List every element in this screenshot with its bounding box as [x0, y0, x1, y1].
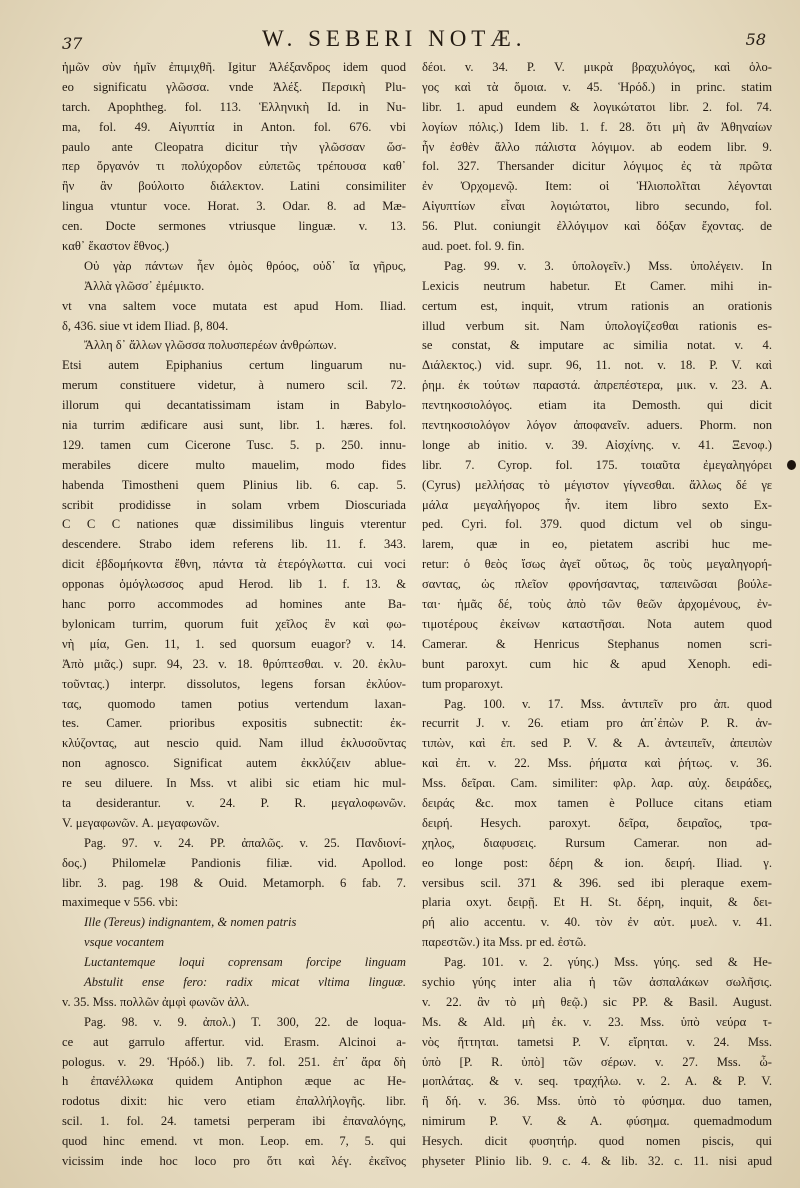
- text-line: Pag. 100. v. 17. Mss. ἀντιπεῖν pro ἀπ. quod: [444, 696, 772, 711]
- text-line: illud verbum sit. Nam ὑπολογίζεσθαι rationis es-: [422, 318, 772, 333]
- text-line: πεντηκοσιολόγον λόγον ἀποφανεῖν. aduers. Phorm. non: [422, 418, 772, 433]
- text-line: Αἰγυπτίων εἶναι λογιώτατοι, libro secundo, fol.: [422, 199, 772, 214]
- text-line: tarch. Apophtheg. fol. 113. Ἑλληνικὴ Id. in Nu-: [62, 99, 406, 114]
- text-line: aud. poet. fol. 9. fin.: [422, 239, 525, 254]
- ink-blot: [787, 460, 796, 470]
- text-line: libr. 3. pag. 198 & Ouid. Metamorph. 6 fab. 7.: [62, 875, 406, 890]
- text-line: χηλος, διαφυσεις. Rursum Camerar. non ad-: [422, 835, 772, 850]
- text-line: eo longe post: δέρη & ion. δειρή. Iliad. γ.: [422, 855, 772, 870]
- text-line: vt vna saltem voce mutata est apud Hom. Iliad.: [62, 298, 406, 313]
- text-line: bylonicam turrim, quorum fuit χεῖλος ἓν καὶ φω-: [62, 616, 406, 631]
- text-line: τιμοτέρους ἐκείνων καταστῆσαι. Nota autem quod: [422, 616, 772, 631]
- text-line: nimirum P. V. & A. φύσημα. quemadmodum: [422, 1114, 772, 1129]
- text-line: retur: ὁ θεὸς ἴσως ἀγεῖ οὕτως, ὃς τοὺς μεγαληγορή-: [422, 557, 772, 572]
- page-number-left: 37: [62, 34, 83, 53]
- text-line: Διάλεκτος.) vid. supr. 96, 11. not. v. 18. P. V. καὶ: [422, 358, 772, 373]
- text-line: physeter Plinio lib. 9. c. 4. & lib. 32. c. 11. nisi apud: [422, 1153, 772, 1168]
- text-line: Ἄλλη δ᾽ ἄλλων γλῶσσα πολυσπερέων ἀνθρώπων.: [84, 338, 337, 353]
- text-line: Pag. 99. v. 3. ὑπολογεῖν.) Mss. ὑπολέγειν. In: [444, 258, 772, 273]
- text-line: tes. Camer. prioribus expositis subnectit: ἐκ-: [62, 716, 406, 731]
- page-number-right: 58: [745, 30, 766, 49]
- text-line: Camerar. & Henricus Stephanus nomen scri-: [422, 636, 772, 651]
- text-line: δος.) Philomelæ Pandionis filiæ. vid. Apollod.: [62, 855, 406, 870]
- text-line: C C C nationes quæ dissimilibus linguis vterentur: [62, 517, 406, 532]
- text-line: παρεστῶν.) ita Mss. pr ed. ἐστῶ.: [422, 935, 587, 950]
- text-line: Ille (Tereus) indignantem, & nomen patris: [84, 915, 297, 930]
- text-line: μοπλάτας. & v. seq. τραχήλω. v. 2. A. & P. V.: [422, 1074, 772, 1089]
- text-line: quod hinc emend. vt mon. Leop. em. 7, 5. qui: [62, 1134, 406, 1149]
- text-line: δέοι. v. 34. P. V. μικρὰ βραχυλόγος, καὶ ὁλο-: [422, 60, 772, 74]
- text-line: λογίων πόλις.) Idem lib. 1. f. 28. ὅτι μὴ ἂν Ἀθηναίων: [422, 119, 772, 134]
- text-line: paulo ante Cleopatra dicitur τὴν γλῶσσαν ὥσ-: [62, 139, 406, 154]
- text-line: hanc porro accommodes ad homines ante Ba-: [62, 597, 406, 612]
- text-line: Pag. 97. v. 24. PP. ἀπαλῶς. v. 25. Πανδιονί-: [84, 835, 406, 850]
- text-line: Οὐ γὰρ πάντων ἦεν ὁμὸς θρόος, οὐδ᾽ ἴα γῆρυς,: [84, 258, 406, 273]
- text-line: πεντηκοσιολόγος. etiam ita Demosth. qui dicit: [422, 398, 772, 413]
- text-line: δειράς &c. mox tamen è Polluce citans etiam: [422, 795, 772, 810]
- left-column: [62, 58, 406, 1172]
- text-line: certum est, inquit, vtrum rationis an orationis: [422, 298, 772, 313]
- text-line: libr. 1. apud eundem & λογικώτατοι libr. 2. fol. 74.: [422, 99, 772, 114]
- running-title: W. SEBERI NOTÆ.: [262, 26, 527, 51]
- text-line: Hesych. dicit φυσητήρ. quod nomen piscis, qui: [422, 1134, 772, 1149]
- page-header: [62, 26, 766, 54]
- text-line: Ἀπὸ μιᾶς.) supr. 94, 23. v. 18. θρύπτεσθαι. v. 20. ἐκλυ-: [62, 656, 406, 671]
- text-line: plaria oxyt. δειρῇ. Et H. St. δέρη, inquit, & δει-: [422, 895, 772, 910]
- text-line: descendere. Strabo idem referens lib. 11. f. 343.: [62, 537, 406, 552]
- text-line: ται· ἡμᾶς δέ, τοὺς ἀπὸ τῶν θεῶν ἀρχομένους, ἐν-: [422, 597, 772, 612]
- text-line: τοῦντας.) interpr. dissolutos, legens forsan ἐκλύον-: [62, 676, 406, 691]
- text-line: scil. 1. fol. 24. tametsi perperam ibi ἐπαναλόγης,: [62, 1114, 406, 1129]
- text-line: καθ᾽ ἕκαστον ἔθνος.): [62, 239, 169, 254]
- text-line: libr. 7. Cyrop. fol. 175. τοιαῦτα ἐμεγαληγόρει: [422, 457, 772, 472]
- text-line: fol. 327. Thersander dicitur λόγιμος ἐς τὰ πρῶτα: [422, 159, 772, 174]
- text-line: illorum qui decantatissimam istam in Babylo-: [62, 398, 406, 413]
- text-line: ἡμῶν σὺν ἡμῖν ἐπιμιχθῆ. Igitur Ἀλέξανδρος idem quod: [62, 60, 406, 74]
- text-line: ta desiderantur. v. 24. P. R. μεγαλοφωνῶν.: [62, 795, 406, 810]
- text-line: versibus scil. 371 & 396. sed ibi pleraque exem-: [422, 875, 772, 890]
- text-line: se constat, & imputare ac similia notat. v. 4.: [422, 338, 772, 353]
- text-line: vsque vocantem: [84, 935, 165, 950]
- text-line: ρή alio accentu. v. 40. τὸν ἐν αὐτ. μυελ. v. 41.: [422, 915, 772, 930]
- text-line: 56. Plut. coniungit ἐλλόγιμον καὶ δόξαν ἔχοντας. de: [422, 219, 772, 234]
- text-line: ἢ δή. v. 36. Mss. ὑπὸ τὸ φύσημα. duo tamen,: [422, 1094, 772, 1109]
- text-line: sychio γύης inter alia ἡ τῶν ἀσπαλάκων σωλῆσις.: [422, 974, 772, 989]
- text-line: maximeque v 556. vbi:: [62, 895, 179, 910]
- text-line: δ, 436. siue vt idem Iliad. β, 804.: [62, 318, 229, 333]
- text-line: V. μεγαφωνῶν. A. μεγαφωνῶν.: [62, 815, 220, 830]
- text-line: nia turrim ædificare ausi sunt, libr. 1. hæres. fol.: [62, 418, 406, 433]
- text-line: scribit prodidisse in solam vrbem Dioscuriada: [62, 497, 406, 512]
- text-line: ἣν ἂν βούλοιτο διάλεκτον. Latini consimiliter: [62, 179, 406, 194]
- text-line: κλύζοντας, aut nescio quid. Nam illud ἐκλυσοῦντας: [62, 736, 406, 751]
- text-line: σαντας, ὡς πλεῖον φρονήσαντας, ταπεινῶσαι βούλε-: [422, 577, 772, 592]
- text-line: non agnosco. Significat autem ἐκκλύζειν ablue-: [62, 756, 406, 771]
- text-line: vicissim inde hoc loco pro ὅτι καὶ λέγ. ἐκεῖνος: [62, 1153, 406, 1168]
- text-line: Lexicis neutrum habetur. Et Camer. mihi in-: [422, 278, 772, 293]
- text-line: δειρή. Hesych. paroxyt. δεῖρα, δειραῖος, τρα-: [422, 815, 772, 830]
- text-line: merabiles dicere multo mauelim, modo fides: [62, 457, 406, 472]
- text-line: dicit ἑβδομήκοντα ἔθνη, πάντα τὰ ἑτερόγλωττα. cui voci: [62, 557, 406, 572]
- text-line: v. 22. ἂν τὸ μὴ θεῷ.) sic PP. & Basil. August.: [422, 994, 772, 1009]
- text-line: eo significatu γλῶσσα. vnde Ἀλέξ. Περσικὴ Plu-: [62, 79, 406, 94]
- text-line: v. 35. Mss. πολλῶν ἀμφὶ φωνῶν ἀλλ.: [62, 994, 250, 1009]
- text-line: τας, quomodo tamen potius vertendum laxan-: [62, 696, 406, 711]
- right-column: [422, 58, 772, 1172]
- text-line: pologus. v. 29. Ἡρόδ.) lib. 7. fol. 251. ἐπ᾽ ἄρα δὴ: [62, 1054, 406, 1069]
- text-line: h ἐπανέλλωκα quidem Antiphon æque ac He-: [62, 1074, 406, 1089]
- text-line: cen. Docte sermones vtriusque linguæ. v. 13.: [62, 219, 406, 234]
- text-line: ὑπὸ [P. R. ὑπὸ] τῶν σέρων. v. 27. Mss. ὦ-: [422, 1054, 772, 1069]
- text-line: Ms. & Ald. μὴ ἐκ. v. 23. Mss. ὑπὸ νεύρα τ-: [422, 1014, 772, 1029]
- text-line: ma, fol. 49. Αἰγυπτία in Anton. fol. 676. vbi: [62, 119, 406, 134]
- text-line: Pag. 101. v. 2. γύης.) Mss. γύης. sed & He-: [444, 955, 772, 970]
- text-line: μάλα μεγαλήγορος ἦν. item libro sexto Ex-: [422, 497, 772, 512]
- text-line: recurrit J. v. 26. etiam pro ἀπ᾽ἐπὼν P. R. ἀν-: [422, 716, 772, 731]
- text-line: (Cyrus) μελλήσας τὸ μέγιστον γίγνεσθαι. ἄλλως δέ γε: [422, 477, 772, 492]
- text-line: lingua vtuntur voce. Horat. 3. Odar. 8. ad Mæ-: [62, 199, 406, 214]
- text-line: ἦν ἐσθὲν ἄλλο πάλιστα λόγιμον. ab eodem libr. 9.: [422, 139, 772, 154]
- text-line: longe ab initio. v. 39. Αἰσχίνης. v. 41. Ξενοφ.): [422, 437, 772, 452]
- text-line: νὴ μία, Gen. 11, 1. sed quorsum euagor? v. 14.: [62, 636, 406, 651]
- text-line: περ ὄργανόν τι πολύχορδον εὐπετῶς τρέπουσα καθ᾽: [62, 159, 406, 174]
- text-line: 129. tamen cum Cicerone Tusc. 5. p. 250. innu-: [62, 437, 406, 452]
- text-line: νὸς ἥττηται. tametsi P. V. εἴρηται. v. 24. Mss.: [422, 1034, 772, 1049]
- text-line: Mss. δεῖραι. Cam. similiter: φλρ. λαρ. αὐχ. δειράδες,: [422, 776, 772, 791]
- text-line: larem, quæ in eo, pietatem ascribi huc me-: [422, 537, 772, 552]
- text-line: opponas ὁμόγλωσσος apud Herod. lib 1. f. 13. &: [62, 577, 406, 592]
- text-line: ῥημ. ἐκ τούτων παραστά. ἀπρεπέστερα, μικ. v. 23. A.: [422, 378, 772, 393]
- text-line: ce aut garrulo affertur. vid. Erasm. Alcinoi a-: [62, 1034, 406, 1049]
- text-line: Pag. 98. v. 9. ἀπολ.) T. 300, 22. de loqua-: [84, 1014, 406, 1029]
- text-line: habenda Timostheni quem Plinius lib. 6. cap. 5.: [62, 477, 406, 492]
- text-line: Abstulit ense fero: radix micat vltima linguæ.: [84, 974, 406, 989]
- text-line: ped. Cyri. fol. 379. quod dictum vel ob singu-: [422, 517, 772, 532]
- text-line: καὶ ἐπ. v. 22. Mss. ῥήματα καὶ ῥήτως. v. 36.: [422, 756, 772, 771]
- text-line: bunt paroxyt. cum hic & apud Xenoph. edi-: [422, 656, 772, 671]
- text-line: Etsi autem Epiphanius certum linguarum nu-: [62, 358, 406, 373]
- text-line: rodotus dixit: hic vero etiam ἐπαλλήλογῆς. libr.: [62, 1094, 406, 1109]
- text-line: merum constituere videtur, à numero scil. 72.: [62, 378, 406, 393]
- text-line: Luctantemque loqui coprensam forcipe linguam: [84, 955, 406, 970]
- text-line: ἐν Ὀρχομενῷ. Item: οἱ Ἡλιοπολῖται λέγονται: [422, 179, 772, 194]
- text-line: γος καὶ τὰ ὅμοια. v. 45. Ἡρόδ.) in princ. statim: [422, 79, 772, 94]
- text-line: τιπὼν, καὶ ἐπ. sed P. V. & A. ἀντειπεῖν, ἀπειπὼν: [422, 736, 772, 751]
- text-line: Ἀλλὰ γλῶσσ᾽ ἐμέμικτο.: [84, 278, 205, 293]
- text-line: tum proparoxyt.: [422, 676, 504, 691]
- text-line: re seu diluere. In Mss. vt alibi sic etiam hic mul-: [62, 776, 406, 791]
